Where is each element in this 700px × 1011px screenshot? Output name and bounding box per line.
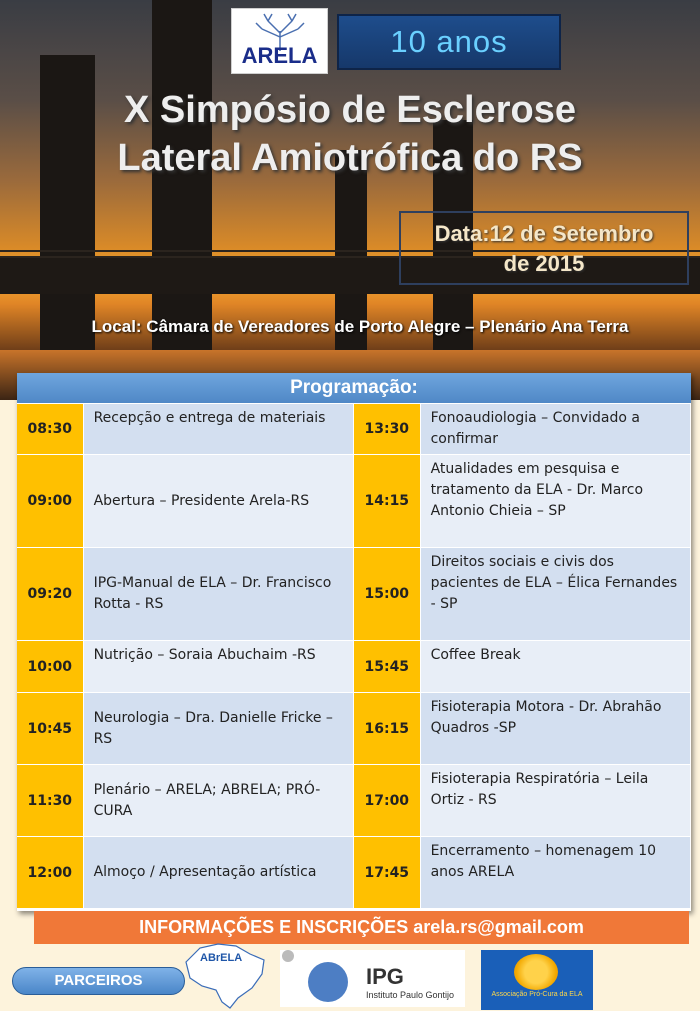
program-row — [17, 640, 691, 692]
program-rows — [17, 403, 691, 908]
activity-cell: Fisioterapia Respiratória – Leila Ortiz - RS — [421, 765, 691, 836]
program-row — [17, 547, 691, 640]
time-cell: 12:00 — [17, 837, 84, 908]
time-cell: 09:20 — [17, 548, 84, 640]
date-box — [399, 211, 689, 285]
program-heading: Programação: — [17, 373, 691, 403]
activity-cell: Abertura – Presidente Arela-RS — [84, 455, 354, 547]
time-cell: 11:30 — [17, 765, 84, 836]
event-title — [0, 86, 700, 182]
title-line-1: X Simpósio de Esclerose — [124, 89, 576, 131]
time-cell: 15:45 — [354, 641, 421, 692]
ipg-circle-icon — [308, 962, 348, 1002]
activity-cell: Atualidades em pesquisa e tratamento da ELA - Dr. Marco Antonio Chieia – SP — [421, 455, 691, 547]
date-line-1: Data:12 de Setembro — [434, 221, 654, 246]
time-cell: 16:15 — [354, 693, 421, 764]
ipg-subtitle: Instituto Paulo Gontijo — [366, 990, 455, 1000]
activity-cell: Neurologia – Dra. Danielle Fricke – RS — [84, 693, 354, 764]
abrela-map-logo — [178, 940, 270, 1010]
brazil-map-icon — [178, 940, 270, 1010]
ipg-name: IPG — [366, 964, 404, 989]
activity-cell: IPG-Manual de ELA – Dr. Francisco Rotta - RS — [84, 548, 354, 640]
activity-cell: Fonoaudiologia – Convidado a confirmar — [421, 404, 691, 454]
program-row — [17, 836, 691, 908]
time-cell: 17:45 — [354, 837, 421, 908]
activity-cell: Nutrição – Soraia Abuchaim -RS — [84, 641, 354, 692]
abrela-logo-text: ABrELA — [200, 952, 243, 964]
time-cell: 15:00 — [354, 548, 421, 640]
program-row — [17, 454, 691, 547]
time-cell: 17:00 — [354, 765, 421, 836]
program-row — [17, 692, 691, 764]
sunflower-icon — [514, 954, 558, 990]
program-row — [17, 403, 691, 454]
time-cell: 08:30 — [17, 404, 84, 454]
activity-cell: Direitos sociais e civis dos pacientes de ELA – Élica Fernandes - SP — [421, 548, 691, 640]
time-cell: 10:00 — [17, 641, 84, 692]
title-line-2: Lateral Amiotrófica do RS — [117, 137, 583, 179]
activity-cell: Recepção e entrega de materiais — [84, 404, 354, 454]
logo-text: ARELA — [241, 43, 318, 68]
pro-cura-ela-text: Associação Pró-Cura da ELA — [491, 991, 583, 998]
ipg-logo — [280, 950, 465, 1007]
time-cell: 14:15 — [354, 455, 421, 547]
program-table — [17, 373, 691, 911]
program-row — [17, 764, 691, 836]
time-cell: 13:30 — [354, 404, 421, 454]
date-line-2: de 2015 — [503, 251, 585, 276]
partners-label: PARCEIROS — [12, 967, 185, 995]
time-cell: 09:00 — [17, 455, 84, 547]
pro-cura-ela-logo — [481, 950, 593, 1010]
activity-cell: Almoço / Apresentação artística — [84, 837, 354, 908]
activity-cell: Coffee Break — [421, 641, 691, 692]
arela-logo — [231, 8, 328, 74]
activity-cell: Encerramento – homenagem 10 anos ARELA — [421, 837, 691, 908]
gray-dot-icon — [282, 950, 294, 962]
activity-cell: Plenário – ARELA; ABRELA; PRÓ-CURA — [84, 765, 354, 836]
activity-cell: Fisioterapia Motora - Dr. Abrahão Quadros -SP — [421, 693, 691, 764]
anniversary-badge: 10 anos — [337, 14, 561, 70]
event-location: Local: Câmara de Vereadores de Porto Alegre – Plenário Ana Terra — [91, 317, 629, 336]
time-cell: 10:45 — [17, 693, 84, 764]
info-registration-bar: INFORMAÇÕES E INSCRIÇÕES arela.rs@gmail.com — [34, 911, 689, 944]
